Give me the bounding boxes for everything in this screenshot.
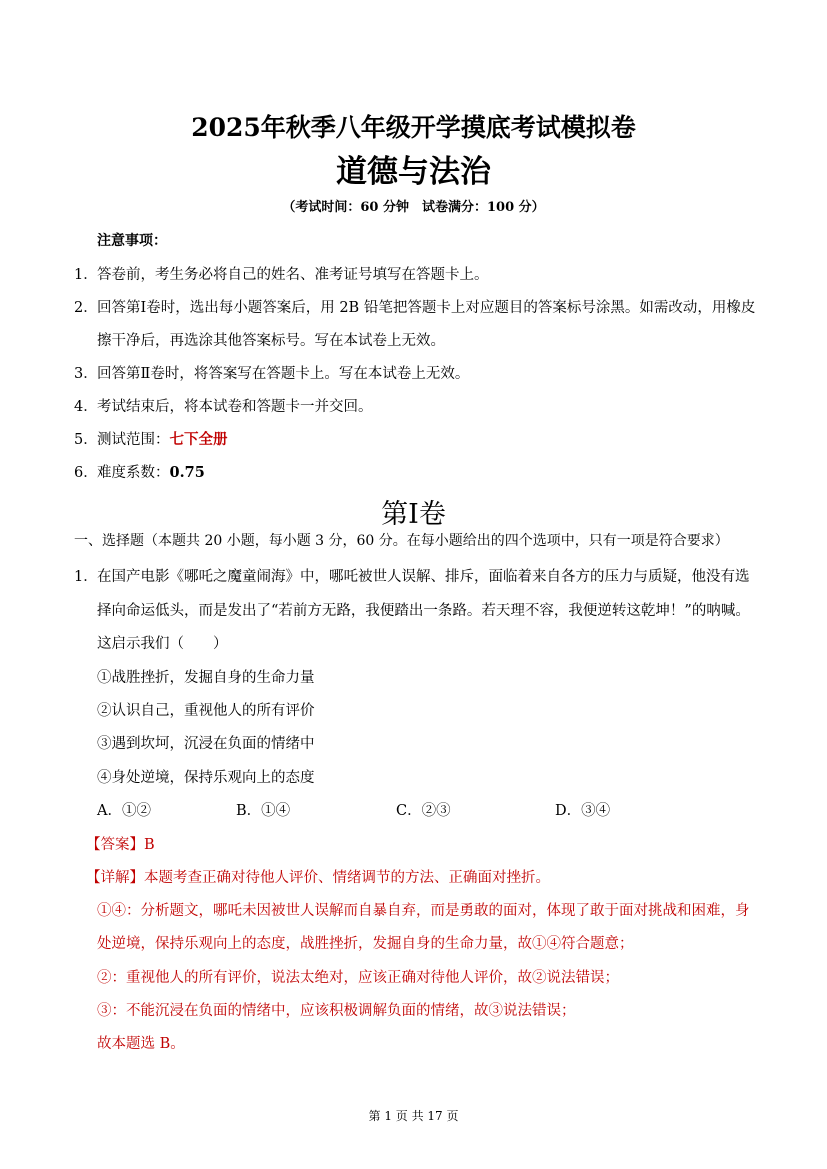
test-range-label: 测试范围：: [97, 432, 170, 448]
statement-1: ①战胜挫折，发掘自身的生命力量: [97, 670, 315, 686]
question-1-stem-line-1: 在国产电影《哪吒之魔童闹海》中，哪吒被世人误解、排斥，面临着来自各方的压力与质疑，他没有选: [97, 569, 750, 585]
analysis-line-3: ②：重视他人的所有评价，说法太绝对，应该正确对待他人评价，故②说法错误；: [97, 970, 619, 986]
detail-label: 【详解】: [86, 870, 144, 886]
option-b: B．①④: [236, 803, 291, 819]
question-1-num: 1．: [74, 569, 98, 585]
notice-num-2: 2．: [74, 300, 98, 316]
statement-3: ③遇到坎坷，沉浸在负面的情绪中: [97, 736, 315, 752]
notice-heading: 注意事项：: [97, 233, 167, 249]
analysis-line-2: 处逆境，保持乐观向上的态度，战胜挫折，发掘自身的生命力量，故①④符合题意；: [97, 936, 634, 952]
option-a: A．①②: [97, 803, 151, 819]
detail-intro: 本题考查正确对待他人评价、情绪调节的方法、正确面对挫折。: [144, 870, 550, 886]
analysis-line-1: ①④：分析题文，哪吒未因被世人误解而自暴自弃，而是勇敢的面对，体现了敢于面对挑战和困难，身: [97, 903, 750, 919]
notice-item-6: [97, 461, 205, 482]
notice-num-6: 6．: [74, 465, 98, 481]
difficulty-label: 难度系数：: [97, 465, 170, 481]
notice-item-3: 回答第Ⅱ卷时，将答案写在答题卡上。写在本试卷上无效。: [97, 366, 470, 382]
analysis-line-4: ③：不能沉浸在负面的情绪中，应该积极调解负面的情绪，故③说法错误；: [97, 1003, 576, 1019]
notice-num-3: 3．: [74, 366, 98, 382]
analysis-line-5: 故本题选 B。: [97, 1036, 185, 1052]
notice-num-5: 5．: [74, 432, 98, 448]
answer: 【答案】B: [86, 837, 155, 853]
notice-num-4: 4．: [74, 399, 98, 415]
detail: [86, 866, 550, 887]
exam-title: 2025年秋季八年级开学摸底考试模拟卷: [191, 113, 636, 142]
exam-info: （考试时间：60 分钟 试卷满分：100 分）: [282, 200, 545, 215]
notice-item-2-cont: 擦干净后，再选涂其他答案标号。写在本试卷上无效。: [97, 333, 445, 349]
notice-item-5: [97, 428, 228, 449]
option-d: D．③④: [555, 803, 611, 819]
test-range-value: 七下全册: [169, 431, 228, 448]
statement-4: ④身处逆境，保持乐观向上的态度: [97, 770, 315, 786]
notice-num-1: 1．: [74, 267, 98, 283]
question-1-stem-line-3: 这启示我们（ ）: [97, 636, 228, 652]
notice-item-4: 考试结束后，将本试卷和答题卡一并交回。: [97, 399, 373, 415]
section-instruction: 一、选择题（本题共 20 小题，每小题 3 分，60 分。在每小题给出的四个选项中，只有一项是符合要求）: [74, 533, 729, 549]
page-footer: 第 1 页 共 17 页: [368, 1109, 459, 1123]
statement-2: ②认识自己，重视他人的所有评价: [97, 703, 315, 719]
question-1-stem-line-2: 择向命运低头，而是发出了“若前方无路，我便踏出一条路。若天理不容，我便逆转这乾坤！”的呐喊。: [97, 603, 750, 619]
difficulty-value: 0.75: [169, 464, 205, 481]
notice-item-2: 回答第Ⅰ卷时，选出每小题答案后，用 2B 铅笔把答题卡上对应题目的答案标号涂黑。如需改动，用橡皮: [97, 300, 756, 316]
subject-title: 道德与法治: [336, 154, 491, 190]
option-c: C．②③: [396, 803, 451, 819]
section-title: 第Ⅰ卷: [381, 499, 446, 530]
notice-item-1: 答卷前，考生务必将自己的姓名、准考证号填写在答题卡上。: [97, 267, 489, 283]
